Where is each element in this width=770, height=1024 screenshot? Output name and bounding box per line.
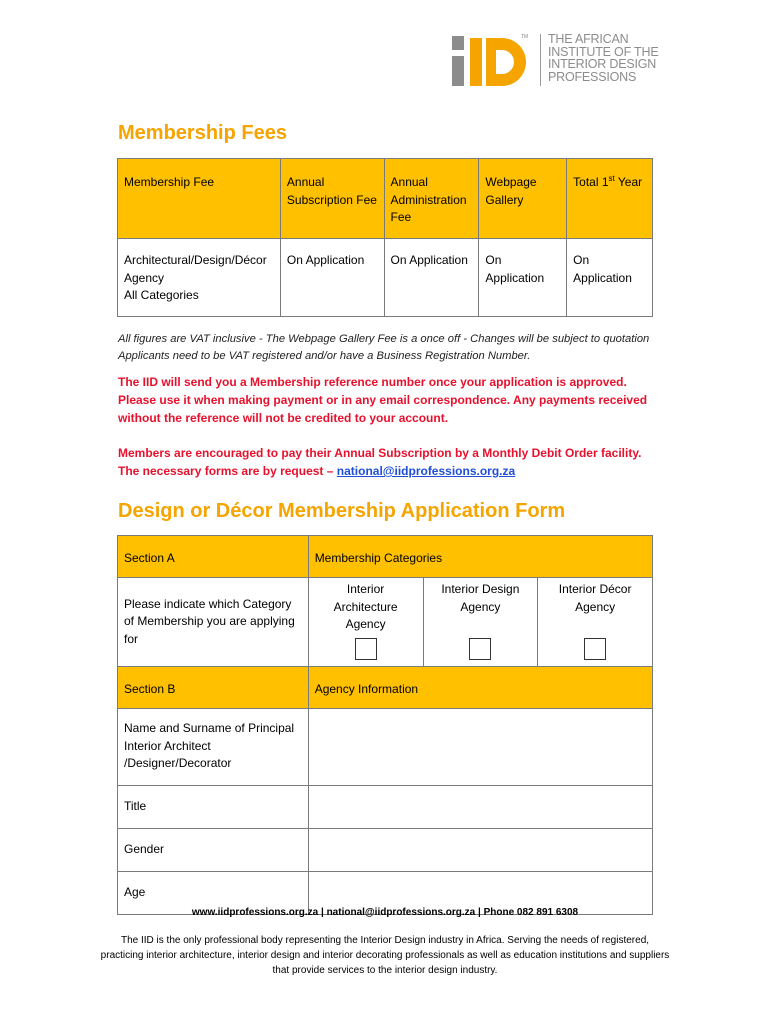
total-prefix: Total 1 xyxy=(573,175,609,189)
logo-text xyxy=(548,33,658,83)
footer-contact: www.iidprofessions.org.za | national@iidprofessions.org.za | Phone 082 891 6308 xyxy=(191,907,579,918)
vat-note-line: All figures are VAT inclusive - The Webpage Gallery Fee is a once off - Changes will be subject to quotation xyxy=(118,333,650,345)
table-row xyxy=(118,828,653,871)
debit-order-notice xyxy=(118,444,658,480)
title-input[interactable] xyxy=(308,785,652,828)
fees-value-gallery: On Application xyxy=(479,239,567,317)
field-label-name: Name and Surname of Principal Interior Architect /Designer/Decorator xyxy=(118,708,309,785)
total-superscript: st xyxy=(608,174,615,183)
category-line: Agency xyxy=(124,270,165,285)
logo-line: INTERIOR DESIGN xyxy=(548,57,657,72)
table-row xyxy=(118,239,653,317)
table-row xyxy=(118,785,653,828)
checkbox-interior-decor[interactable] xyxy=(584,638,606,660)
iid-logo-mark-icon xyxy=(450,30,530,90)
fees-table-header-row xyxy=(118,159,653,239)
email-link[interactable]: national@iidprofessions.org.za xyxy=(336,464,516,478)
category-line: All Categories xyxy=(124,288,199,302)
fees-header-annual-subscription: Annual Subscription Fee xyxy=(280,159,384,239)
logo-line: PROFESSIONS xyxy=(548,69,637,84)
fees-header-webpage-gallery: Webpage Gallery xyxy=(479,159,567,239)
logo-line: THE AFRICAN xyxy=(548,32,629,46)
checkbox-interior-design[interactable] xyxy=(469,638,491,660)
category-interior-design xyxy=(423,578,538,667)
field-label-age: Age xyxy=(118,871,309,914)
category-label: Interior Architecture Agency xyxy=(333,582,398,631)
fees-header-annual-administration: Annual Administration Fee xyxy=(384,159,479,239)
membership-fees-heading: Membership Fees xyxy=(118,122,287,144)
category-interior-architecture xyxy=(308,578,423,667)
section-a-row xyxy=(118,536,653,578)
fees-value-administration: On Application xyxy=(384,239,479,317)
table-row xyxy=(118,708,653,785)
fees-header-total-first-year xyxy=(567,159,653,239)
name-input[interactable] xyxy=(308,708,652,785)
category-interior-decor xyxy=(538,578,653,667)
footer-description: The IID is the only professional body representing the Interior Design industry in Africa. Serving the needs of registered, practicing interior architecture, interior design and interior decorating professionals as well as education institutions and suppliers that provide services to the interior design industry. xyxy=(100,935,670,976)
category-label: Interior Design Agency xyxy=(441,582,520,614)
category-prompt: Please indicate which Category of Membership you are applying for xyxy=(118,578,309,667)
gender-input[interactable] xyxy=(308,828,652,871)
fees-value-total: On Application xyxy=(567,239,653,317)
category-label: Interior Décor Agency xyxy=(558,582,632,614)
application-form-heading: Design or Décor Membership Application Form xyxy=(118,500,566,522)
field-label-gender: Gender xyxy=(118,828,309,871)
logo-line: INSTITUTE OF THE xyxy=(548,44,659,59)
debit-order-text: Members are encouraged to pay their Annual Subscription by a Monthly Debit Order facility. The necessary forms are by request – xyxy=(118,446,642,478)
category-row xyxy=(118,578,653,667)
section-b-label: Section B xyxy=(118,666,309,708)
iid-logo xyxy=(450,30,670,90)
svg-text:TM: TM xyxy=(521,34,529,40)
category-line: Architectural/Design/Décor xyxy=(124,253,267,267)
reference-number-notice: The IID will send you a Membership reference number once your application is approved. Please use it when making payment or in any email correspondence. Any payments received without the reference will not be credited to your account. xyxy=(118,375,648,425)
vat-note-line: Applicants need to be VAT registered and/or have a Business Registration Number. xyxy=(118,350,531,362)
total-suffix: Year xyxy=(614,175,643,189)
fees-table xyxy=(117,158,653,317)
application-form-table xyxy=(117,535,653,915)
logo-divider xyxy=(540,34,541,86)
vat-note xyxy=(118,331,649,365)
fees-category-cell xyxy=(118,239,281,317)
section-b-row xyxy=(118,666,653,708)
fees-value-subscription: On Application xyxy=(280,239,384,317)
membership-categories-label: Membership Categories xyxy=(308,536,652,578)
agency-information-label: Agency Information xyxy=(308,666,652,708)
section-a-label: Section A xyxy=(118,536,309,578)
fees-header-membership-fee: Membership Fee xyxy=(118,159,281,239)
field-label-title: Title xyxy=(118,785,309,828)
checkbox-interior-architecture[interactable] xyxy=(355,638,377,660)
